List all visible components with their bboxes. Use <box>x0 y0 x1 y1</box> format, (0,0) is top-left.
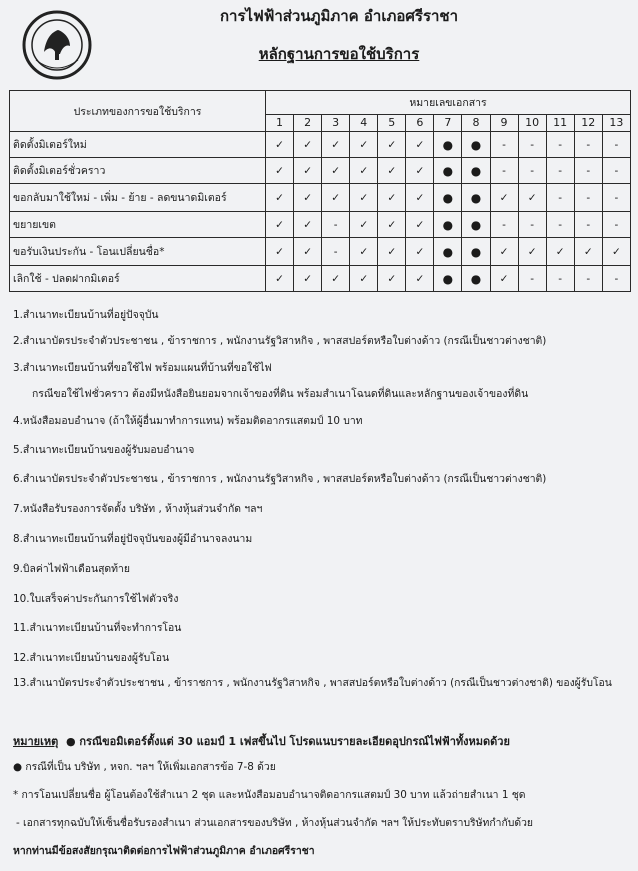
document-item: 3.สำเนาทะเบียนบ้านที่ขอใช้ไฟ พร้อมแผนที่บ้านที่ขอใช้ไฟ <box>13 362 272 374</box>
requirement-cell: ✓ <box>378 212 406 238</box>
requirement-cell: - <box>602 184 630 212</box>
requirement-cell: ✓ <box>294 212 322 238</box>
service-type-label: เลิกใช้ - ปลดฝากมิเตอร์ <box>10 266 266 292</box>
remark-bullet-2: ● กรณีที่เป็น บริษัท , หจก. ฯลฯ ให้เพิ่มเอกสารข้อ 7-8 ด้วย <box>13 761 276 773</box>
service-type-label: ติดตั้งมิเตอร์ชั่วคราว <box>10 158 266 184</box>
document-number-cell: 9 <box>490 114 518 131</box>
requirement-cell: ● <box>434 132 462 158</box>
table-row <box>10 266 631 292</box>
requirement-cell: ✓ <box>266 238 294 266</box>
requirement-cell: ✓ <box>294 266 322 292</box>
requirement-cell: - <box>490 132 518 158</box>
requirement-cell: ✓ <box>350 158 378 184</box>
requirement-cell: ● <box>462 132 490 158</box>
document-item: 6.สำเนาบัตรประจำตัวประชาชน , ข้าราชการ , พนักงานรัฐวิสาหกิจ , พาสสปอร์ตหรือใบต่างด้าว (กรณีเป็นชาวต่างชาติ) <box>13 473 547 485</box>
requirement-cell: ✓ <box>406 238 434 266</box>
document-number-cell: 2 <box>294 114 322 131</box>
requirement-cell: - <box>518 158 546 184</box>
requirement-cell: ✓ <box>378 132 406 158</box>
requirement-cell: ✓ <box>350 132 378 158</box>
requirement-cell: ✓ <box>322 266 350 292</box>
requirement-cell: ● <box>462 158 490 184</box>
requirement-cell: ✓ <box>602 238 630 266</box>
page-subtitle: หลักฐานการขอใช้บริการ <box>258 45 420 63</box>
requirement-cell: ● <box>462 212 490 238</box>
requirement-cell: ✓ <box>574 238 602 266</box>
document-number-cell: 1 <box>266 114 294 131</box>
requirement-cell: ✓ <box>266 132 294 158</box>
requirement-cell: ✓ <box>490 238 518 266</box>
remark-label: หมายเหตุ <box>13 735 59 748</box>
service-type-label: ขอรับเงินประกัน - โอนเปลี่ยนชื่อ* <box>10 238 266 266</box>
document-item-subnote: กรณีขอใช้ไฟชั่วคราว ต้องมีหนังสือยินยอมจากเจ้าของที่ดิน พร้อมสำเนาโฉนดที่ดินและหลักฐานของเจ้าของที่ดิน <box>32 388 529 400</box>
document-number-cell: 5 <box>378 114 406 131</box>
requirement-cell: - <box>546 266 574 292</box>
document-number-cell: 6 <box>406 114 434 131</box>
service-type-label: ติดตั้งมิเตอร์ใหม่ <box>10 132 266 158</box>
service-type-label: ขยายเขต <box>10 212 266 238</box>
document-item: 5.สำเนาทะเบียนบ้านของผู้รับมอบอำนาจ <box>13 444 195 456</box>
requirement-cell: ✓ <box>266 184 294 212</box>
table-row <box>10 212 631 238</box>
service-type-label: ขอกลับมาใช้ใหม่ - เพิ่ม - ย้าย - ลดขนาดมิเตอร์ <box>10 184 266 212</box>
document-number-header: หมายเลขเอกสาร <box>266 91 631 115</box>
document-item: 13.สำเนาบัตรประจำตัวประชาชน , ข้าราชการ , พนักงานรัฐวิสาหกิจ , พาสสปอร์ตหรือใบต่างด้าว (กรณีเป็นชาวต่างชาติ) ของผู้รับโอน <box>13 677 612 689</box>
table-row <box>10 132 631 158</box>
requirement-cell: - <box>546 212 574 238</box>
requirement-cell: ● <box>434 238 462 266</box>
requirement-cell: ✓ <box>518 238 546 266</box>
document-number-cell: 13 <box>602 114 630 131</box>
requirement-cell: ✓ <box>378 158 406 184</box>
requirement-cell: - <box>602 132 630 158</box>
requirement-cell: ✓ <box>322 132 350 158</box>
requirement-cell: ✓ <box>294 238 322 266</box>
remark-note-2: - เอกสารทุกฉบับให้เซ็นชื่อรับรองสำเนา ส่วนเอกสารของบริษัท , ห้างหุ้นส่วนจำกัด ฯลฯ ให้ประทับตราบริษัทกำกับด้วย <box>16 817 534 829</box>
requirement-cell: ● <box>434 212 462 238</box>
document-number-cell: 12 <box>574 114 602 131</box>
requirement-cell: - <box>546 132 574 158</box>
requirement-cell: - <box>322 238 350 266</box>
document-number-cell: 11 <box>546 114 574 131</box>
requirement-cell: - <box>602 212 630 238</box>
document-number-cell: 3 <box>322 114 350 131</box>
requirement-cell: ✓ <box>266 158 294 184</box>
document-number-cell: 8 <box>462 114 490 131</box>
requirement-cell: ✓ <box>378 238 406 266</box>
document-number-cell: 7 <box>434 114 462 131</box>
document-item: 10.ใบเสร็จค่าประกันการใช้ไฟตัวจริง <box>13 593 179 605</box>
requirement-cell: ✓ <box>294 158 322 184</box>
requirement-cell: - <box>490 212 518 238</box>
requirement-cell: - <box>546 184 574 212</box>
requirement-cell: ● <box>462 238 490 266</box>
requirement-cell: ● <box>434 266 462 292</box>
requirement-cell: - <box>602 266 630 292</box>
requirements-table <box>9 90 631 292</box>
requirement-cell: ✓ <box>406 184 434 212</box>
requirement-cell: ✓ <box>406 212 434 238</box>
requirement-cell: ✓ <box>322 158 350 184</box>
requirement-cell: ● <box>434 158 462 184</box>
document-item: 1.สำเนาทะเบียนบ้านที่อยู่ปัจจุบัน <box>13 309 159 321</box>
requirement-cell: - <box>518 132 546 158</box>
requirement-cell: - <box>574 132 602 158</box>
requirement-cell: ✓ <box>294 184 322 212</box>
document-item: 11.สำเนาทะเบียนบ้านที่จะทำการโอน <box>13 622 182 634</box>
requirement-cell: - <box>322 212 350 238</box>
requirement-cell: ✓ <box>266 212 294 238</box>
remark-line <box>13 732 510 750</box>
requirement-cell: ✓ <box>406 158 434 184</box>
document-number-cell: 10 <box>518 114 546 131</box>
requirement-cell: ✓ <box>406 132 434 158</box>
requirement-cell: ✓ <box>350 266 378 292</box>
table-row <box>10 158 631 184</box>
requirement-cell: ✓ <box>518 184 546 212</box>
requirement-cell: - <box>546 158 574 184</box>
requirement-cell: - <box>574 158 602 184</box>
requirement-cell: ✓ <box>322 184 350 212</box>
requirement-cell: ✓ <box>350 212 378 238</box>
contact-line: หากท่านมีข้อสงสัยกรุณาติดต่อการไฟฟ้าส่วนภูมิภาค อำเภอศรีราชา <box>13 845 315 857</box>
document-item: 12.สำเนาทะเบียนบ้านของผู้รับโอน <box>13 652 170 664</box>
requirement-cell: ✓ <box>490 266 518 292</box>
document-item: 2.สำเนาบัตรประจำตัวประชาชน , ข้าราชการ , พนักงานรัฐวิสาหกิจ , พาสสปอร์ตหรือใบต่างด้าว (กรณีเป็นชาวต่างชาติ) <box>13 335 547 347</box>
table-row <box>10 238 631 266</box>
requirement-cell: - <box>490 158 518 184</box>
requirement-cell: ● <box>434 184 462 212</box>
requirement-cell: ✓ <box>294 132 322 158</box>
requirement-cell: ✓ <box>350 184 378 212</box>
requirement-cell: ● <box>462 266 490 292</box>
requirement-cell: ✓ <box>406 266 434 292</box>
requirement-cell: ✓ <box>350 238 378 266</box>
service-type-header: ประเภทของการขอใช้บริการ <box>10 91 266 132</box>
document-number-cell: 4 <box>350 114 378 131</box>
requirement-cell: - <box>574 266 602 292</box>
table-row <box>10 184 631 212</box>
requirement-cell: - <box>574 184 602 212</box>
requirement-cell: ✓ <box>378 184 406 212</box>
document-item: 7.หนังสือรับรองการจัดตั้ง บริษัท , ห้างหุ้นส่วนจำกัด ฯลฯ <box>13 503 263 515</box>
remark-note-1: * การโอนเปลี่ยนชื่อ ผู้โอนต้องใช้สำเนา 2 ชุด และหนังสือมอบอำนาจติดอากรแสตมป์ 30 บาท แล้วถ่ายสำเนา 1 ชุด <box>13 789 526 801</box>
requirement-cell: ✓ <box>490 184 518 212</box>
requirement-cell: - <box>518 212 546 238</box>
requirement-cell: ✓ <box>546 238 574 266</box>
remark-bullet-1: ● กรณีขอมิเตอร์ตั้งแต่ 30 แอมป์ 1 เฟสขึ้นไป โปรดแนบรายละเอียดอุปกรณ์ไฟฟ้าทั้งหมดด้วย <box>65 735 510 748</box>
page-title: การไฟฟ้าส่วนภูมิภาค อำเภอศรีราชา <box>219 7 459 25</box>
requirement-cell: - <box>518 266 546 292</box>
requirement-cell: ● <box>462 184 490 212</box>
document-item: 4.หนังสือมอบอำนาจ (ถ้าให้ผู้อื่นมาทำการแทน) พร้อมติดอากรแสตมป์ 10 บาท <box>13 415 363 427</box>
requirement-cell: ✓ <box>378 266 406 292</box>
requirement-cell: - <box>602 158 630 184</box>
requirement-cell: - <box>574 212 602 238</box>
requirement-cell: ✓ <box>266 266 294 292</box>
document-item: 9.บิลค่าไฟฟ้าเดือนสุดท้าย <box>13 563 130 575</box>
document-item: 8.สำเนาทะเบียนบ้านที่อยู่ปัจจุบันของผู้มีอำนาจลงนาม <box>13 533 253 545</box>
